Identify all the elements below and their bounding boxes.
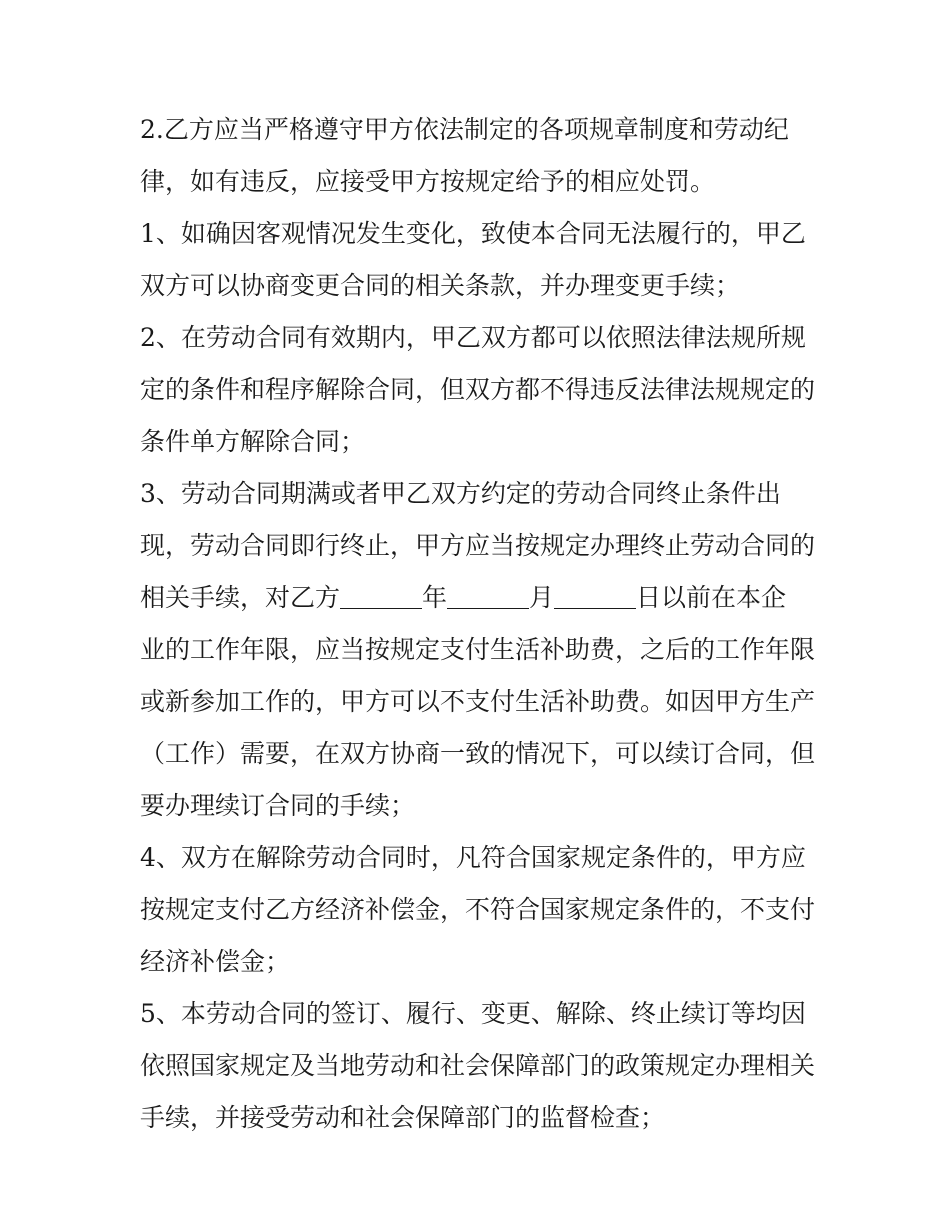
text-line: 双方可以协商变更合同的相关条款，并办理变更手续； bbox=[140, 271, 741, 300]
text-line: 条件单方解除合同； bbox=[140, 427, 366, 456]
text-line: （工作）需要，在双方协商一致的情况下，可以续订合同，但 bbox=[140, 739, 816, 768]
text-line: 定的条件和程序解除合同，但双方都不得违反法律法规规定的 bbox=[140, 375, 816, 404]
day-blank-field[interactable] bbox=[554, 576, 636, 609]
text-line: 现，劳动合同即行终止，甲方应当按规定办理终止劳动合同的 bbox=[140, 531, 816, 560]
date-line-prefix: 相关手续，对乙方 bbox=[140, 583, 341, 612]
year-label: 年 bbox=[422, 583, 448, 612]
text-line: 1、如确因客观情况发生变化，致使本合同无法履行的，甲乙 bbox=[140, 219, 806, 248]
clause-5-paragraph bbox=[140, 988, 830, 1144]
clause-4-paragraph bbox=[140, 832, 830, 988]
text-line: 按规定支付乙方经济补偿金，不符合国家规定条件的，不支付 bbox=[140, 895, 816, 924]
text-line: 2.乙方应当严格遵守甲方依法制定的各项规章制度和劳动纪 bbox=[140, 115, 789, 144]
month-blank-field[interactable] bbox=[447, 576, 529, 609]
text-line: 依照国家规定及当地劳动和社会保障部门的政策规定办理相关 bbox=[140, 1051, 816, 1080]
clause-2-paragraph bbox=[140, 312, 830, 468]
text-line: 经济补偿金； bbox=[140, 947, 291, 976]
clause-1-paragraph bbox=[140, 208, 830, 312]
year-blank-field[interactable] bbox=[340, 576, 422, 609]
day-suffix: 日以前在本企 bbox=[636, 583, 787, 612]
text-line: 4、双方在解除劳动合同时，凡符合国家规定条件的，甲方应 bbox=[140, 843, 806, 872]
text-line: 手续，并接受劳动和社会保障部门的监督检查； bbox=[140, 1103, 666, 1132]
text-line: 律，如有违反，应接受甲方按规定给予的相应处罚。 bbox=[140, 167, 716, 196]
document-body bbox=[140, 104, 830, 1144]
date-fill-line bbox=[140, 572, 830, 624]
text-line: 业的工作年限，应当按规定支付生活补助费，之后的工作年限 bbox=[140, 635, 816, 664]
clause-discipline-paragraph bbox=[140, 104, 830, 208]
text-line: 要办理续订合同的手续； bbox=[140, 791, 416, 820]
text-line: 3、劳动合同期满或者甲乙双方约定的劳动合同终止条件出 bbox=[140, 479, 781, 508]
text-line: 5、本劳动合同的签订、履行、变更、解除、终止续订等均因 bbox=[140, 999, 806, 1028]
text-line: 2、在劳动合同有效期内，甲乙双方都可以依照法律法规所规 bbox=[140, 323, 806, 352]
clause-3-paragraph bbox=[140, 468, 830, 832]
text-line: 或新参加工作的，甲方可以不支付生活补助费。如因甲方生产 bbox=[140, 687, 816, 716]
month-label: 月 bbox=[529, 583, 555, 612]
